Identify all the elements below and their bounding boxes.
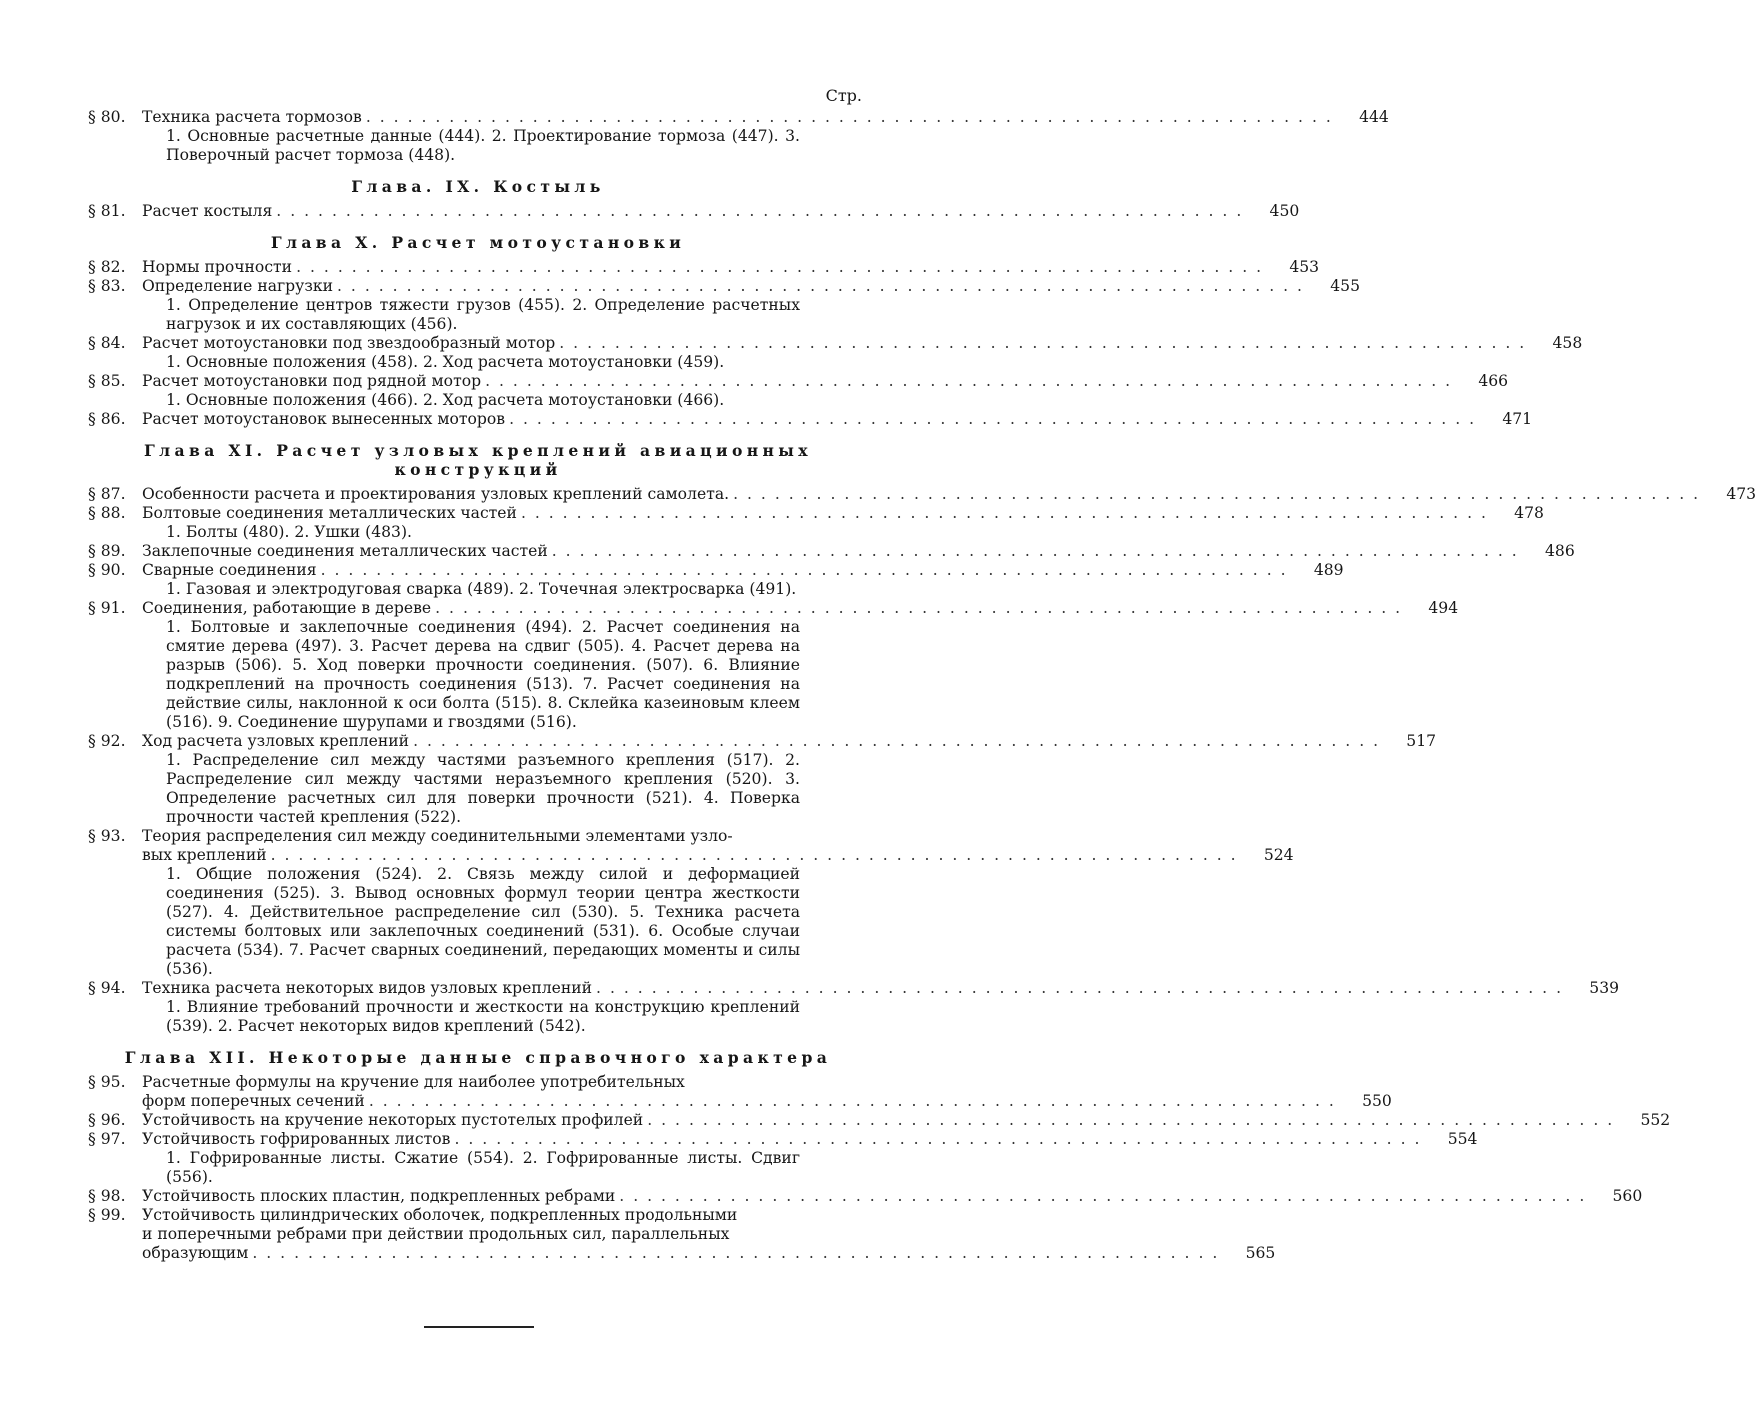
toc-entry: [88, 277, 1360, 334]
entry-title-text: Соединения, работающие в дереве: [142, 599, 432, 617]
subsection-list: 1. Основные положения (458). 2. Ход расчета мотоустановки (459).: [166, 353, 725, 371]
toc-body: [88, 108, 1756, 1263]
dot-leader: . . . . . . . . . . . . . . . . . . . . . . . . . . . . . . . . . . . . . . . . . . . . . . . . . . . . . . . . . . . . . . . . . . . . . .: [733, 485, 1701, 503]
section-number: § 83.: [88, 277, 126, 295]
section-number: § 89.: [88, 542, 126, 560]
entry-continuation-line: [88, 1244, 1276, 1263]
entry-title: [142, 1092, 1336, 1111]
entry-line: [88, 542, 1575, 561]
section-number: § 95.: [88, 1073, 126, 1091]
section-number: § 98.: [88, 1187, 126, 1205]
section-number: § 84.: [88, 334, 126, 352]
entry-line: [88, 732, 1437, 751]
entry-line: [88, 1187, 1643, 1206]
page-number: 458: [1552, 334, 1583, 352]
page-number: 486: [1545, 542, 1575, 560]
toc-entry: [88, 1187, 1643, 1206]
toc-entry: [88, 732, 1437, 827]
entry-title-text: Устойчивость гофрированных листов: [142, 1130, 451, 1148]
entry-line: [88, 258, 1320, 277]
page-number: 455: [1330, 277, 1360, 295]
toc-entry: [88, 1111, 1671, 1130]
entry-line: [88, 277, 1360, 296]
entry-title-text: Сварные соединения: [142, 561, 317, 579]
entry-line: [88, 1111, 1671, 1130]
subsection-list: 1. Общие положения (524). 2. Связь между силой и деформацией соединения (525). 3. Вывод основных формул теории центра жесткости (527). 4. Действительное распределение сил (530). 5. Техника расчета системы болтовых или заклепочных соединений (531). 6. Особые случаи расчета (534). 7. Расчет сварных соединений, передающих моменты и силы (536).: [166, 865, 800, 978]
toc-entry: [88, 599, 1459, 732]
toc-entry: [88, 410, 1533, 429]
chapter-heading: Глава X. Расчет мотоустановки: [270, 233, 686, 252]
toc-entry: [88, 485, 1756, 504]
section-number: § 91.: [88, 599, 126, 617]
subsection-list: 1. Болты (480). 2. Ушки (483).: [166, 523, 413, 541]
entry-title-text: Расчетные формулы на кручение для наиболее употребительных: [142, 1073, 685, 1091]
page-number: 494: [1428, 599, 1459, 617]
dot-leader: . . . . . . . . . . . . . . . . . . . . . . . . . . . . . . . . . . . . . . . . . . . . . . . . . . . . . . . . . . . . . . . . . . . . . .: [252, 1244, 1220, 1262]
entry-title: [142, 599, 1402, 618]
entry-title-text: форм поперечных сечений: [142, 1092, 365, 1110]
toc-entry: [88, 561, 1344, 599]
page-number: 478: [1514, 504, 1544, 522]
entry-line: [88, 1206, 868, 1225]
toc-entry: [88, 1206, 1276, 1263]
entry-title: [142, 1244, 1219, 1263]
dot-leader: . . . . . . . . . . . . . . . . . . . . . . . . . . . . . . . . . . . . . . . . . . . . . . . . . . . . . . . . . . . . . . . . . . . . . .: [520, 504, 1488, 522]
toc-entry: [88, 202, 1300, 221]
dot-leader: . . . . . . . . . . . . . . . . . . . . . . . . . . . . . . . . . . . . . . . . . . . . . . . . . . . . . . . . . . . . . . . . . . . . . .: [320, 561, 1288, 579]
entry-line: [88, 108, 1389, 127]
entry-continuation-line: [88, 1225, 868, 1244]
entry-title-text: Расчет мотоустановки под рядной мотор: [142, 372, 482, 390]
entry-line: [88, 372, 1509, 391]
subsection-list: 1. Газовая и электродуговая сварка (489). 2. Точечная электросварка (491).: [166, 580, 797, 598]
section-number: § 86.: [88, 410, 126, 428]
dot-leader: . . . . . . . . . . . . . . . . . . . . . . . . . . . . . . . . . . . . . . . . . . . . . . . . . . . . . . . . . . . . . . . . . . . . . .: [485, 372, 1453, 390]
toc-entry: [88, 258, 1320, 277]
entry-title: [142, 1073, 812, 1092]
page-number: 450: [1269, 202, 1300, 220]
page-number: 517: [1406, 732, 1437, 750]
entry-title: [142, 732, 1380, 751]
dot-leader: . . . . . . . . . . . . . . . . . . . . . . . . . . . . . . . . . . . . . . . . . . . . . . . . . . . . . . . . . . . . . . . . . . . . . .: [368, 1092, 1336, 1110]
section-number: § 96.: [88, 1111, 126, 1129]
page-number: 489: [1313, 561, 1344, 579]
entry-line: [88, 1130, 1478, 1149]
dot-leader: . . . . . . . . . . . . . . . . . . . . . . . . . . . . . . . . . . . . . . . . . . . . . . . . . . . . . . . . . . . . . . . . . . . . . .: [551, 542, 1519, 560]
subsection-list: 1. Гофрированные листы. Сжатие (554). 2. Гофрированные листы. Сдвиг (556).: [166, 1149, 800, 1186]
dot-leader: . . . . . . . . . . . . . . . . . . . . . . . . . . . . . . . . . . . . . . . . . . . . . . . . . . . . . . . . . . . . . . . . . . . . . .: [337, 277, 1304, 295]
section-number: § 93.: [88, 827, 126, 845]
entry-title: [142, 979, 1563, 998]
end-rule: [424, 1326, 534, 1328]
entry-line: [88, 504, 1544, 523]
dot-leader: . . . . . . . . . . . . . . . . . . . . . . . . . . . . . . . . . . . . . . . . . . . . . . . . . . . . . . . . . . . . . . . . . . . . . .: [559, 334, 1527, 352]
section-number: § 82.: [88, 258, 126, 276]
entry-title: [142, 1225, 812, 1244]
entry-title-text: Расчет костыля: [142, 202, 273, 220]
subsection-list: 1. Определение центров тяжести грузов (455). 2. Определение расчетных нагрузок и их составляющих (456).: [166, 296, 800, 333]
entry-line: [88, 979, 1620, 998]
toc-entry: [88, 334, 1583, 372]
section-number: § 80.: [88, 108, 126, 126]
section-number: § 94.: [88, 979, 126, 997]
dot-leader: . . . . . . . . . . . . . . . . . . . . . . . . . . . . . . . . . . . . . . . . . . . . . . . . . . . . . . . . . . . . . . . . . . . . . .: [619, 1187, 1587, 1205]
toc-entry: [88, 372, 1509, 410]
page-number: 466: [1478, 372, 1509, 390]
toc-entry: [88, 979, 1620, 1036]
entry-title: [142, 504, 1488, 523]
toc-entry: [88, 108, 1389, 165]
page-number: 473: [1726, 485, 1756, 503]
dot-leader: . . . . . . . . . . . . . . . . . . . . . . . . . . . . . . . . . . . . . . . . . . . . . . . . . . . . . . . . . . . . . . . . . . . . . .: [596, 979, 1564, 997]
toc-entry: [88, 1130, 1478, 1187]
toc-entry: [88, 542, 1575, 561]
entry-continuation-line: [88, 846, 1294, 865]
section-number: § 85.: [88, 372, 126, 390]
page-number: 554: [1447, 1130, 1478, 1148]
section-number: § 87.: [88, 485, 126, 503]
entry-title: [142, 277, 1304, 296]
dot-leader: . . . . . . . . . . . . . . . . . . . . . . . . . . . . . . . . . . . . . . . . . . . . . . . . . . . . . . . . . . . . . . . . . . . . . .: [276, 202, 1244, 220]
entry-title-text: Техника расчета некоторых видов узловых креплений: [142, 979, 593, 997]
entry-title: [142, 485, 1700, 504]
page-number: 444: [1359, 108, 1389, 126]
page-number: 471: [1502, 410, 1533, 428]
entry-title: [142, 542, 1519, 561]
entry-title: [142, 1187, 1586, 1206]
section-number: § 90.: [88, 561, 126, 579]
page-number: 524: [1263, 846, 1294, 864]
entry-title-text: Устойчивость плоских пластин, подкрепленных ребрами: [142, 1187, 616, 1205]
page-number: 539: [1589, 979, 1620, 997]
section-number: § 88.: [88, 504, 126, 522]
toc-entry: [88, 1073, 1392, 1111]
entry-title: [142, 410, 1476, 429]
page-header: [88, 84, 868, 108]
entry-title-text: и поперечными ребрами при действии продольных сил, параллельных: [142, 1225, 730, 1243]
page-number: 565: [1245, 1244, 1276, 1262]
entry-line: [88, 561, 1344, 580]
entry-line: [88, 334, 1583, 353]
section-number: § 92.: [88, 732, 126, 750]
page-number: 560: [1612, 1187, 1643, 1205]
subsection-list: 1. Влияние требований прочности и жесткости на конструкцию креплений (539). 2. Расчет некоторых видов креплений (542).: [166, 998, 800, 1035]
entry-title: [142, 827, 812, 846]
entry-title: [142, 1130, 1421, 1149]
chapter-heading: Глава. IX. Костыль: [351, 177, 605, 196]
toc-entry: [88, 504, 1544, 542]
entry-title: [142, 108, 1333, 127]
dot-leader: . . . . . . . . . . . . . . . . . . . . . . . . . . . . . . . . . . . . . . . . . . . . . . . . . . . . . . . . . . . . . . . . . . . . . .: [509, 410, 1477, 428]
entry-line: [88, 1073, 868, 1092]
dot-leader: . . . . . . . . . . . . . . . . . . . . . . . . . . . . . . . . . . . . . . . . . . . . . . . . . . . . . . . . . . . . . . . . . . . . . .: [647, 1111, 1615, 1129]
subsection-list: 1. Болтовые и заклепочные соединения (494). 2. Расчет соединения на смятие дерева (497). 3. Расчет дерева на сдвиг (505). 4. Расчет дерева на разрыв (506). 5. Ход поверки прочности соединения. (507). 6. Влияние подкреплений на прочность соединения (513). 7. Расчет соединения на действие силы, наклонной к оси болта (515). 8. Склейка казеиновым клеем (516). 9. Соединение шурупами и гвоздями (516).: [166, 618, 800, 731]
entry-title-text: Нормы прочности: [142, 258, 293, 276]
entry-title: [142, 202, 1243, 221]
subsection-list: 1. Основные положения (466). 2. Ход расчета мотоустановки (466).: [166, 391, 725, 409]
entry-title: [142, 1111, 1614, 1130]
entry-title-text: вых креплений: [142, 846, 267, 864]
chapter-heading: Глава XII. Некоторые данные справочного характера: [124, 1048, 832, 1067]
dot-leader: . . . . . . . . . . . . . . . . . . . . . . . . . . . . . . . . . . . . . . . . . . . . . . . . . . . . . . . . . . . . . . . . . . . . . .: [435, 599, 1403, 617]
chapter-heading: Глава XI. Расчет узловых креплений авиационных конструкций: [144, 441, 812, 479]
page-number: 453: [1289, 258, 1320, 276]
entry-title-text: Ход расчета узловых креплений: [142, 732, 410, 750]
entry-line: [88, 599, 1459, 618]
entry-line: [88, 410, 1533, 429]
section-number: § 99.: [88, 1206, 126, 1224]
entry-title-text: Определение нагрузки: [142, 277, 333, 295]
dot-leader: . . . . . . . . . . . . . . . . . . . . . . . . . . . . . . . . . . . . . . . . . . . . . . . . . . . . . . . . . . . . . . . . . . . . . .: [270, 846, 1238, 864]
entry-title-text: Заклепочные соединения металлических частей: [142, 542, 548, 560]
dot-leader: . . . . . . . . . . . . . . . . . . . . . . . . . . . . . . . . . . . . . . . . . . . . . . . . . . . . . . . . . . . . . . . . . . . . . .: [296, 258, 1264, 276]
entry-title-text: Устойчивость цилиндрических оболочек, подкрепленных продольными: [142, 1206, 738, 1224]
toc-page: [88, 84, 1756, 1263]
entry-title: [142, 372, 1452, 391]
page-column-label: Стр.: [825, 86, 862, 105]
entry-line: [88, 202, 1300, 221]
page-number: 550: [1362, 1092, 1392, 1110]
entry-continuation-line: [88, 1092, 1392, 1111]
entry-title-text: Расчет мотоустановок вынесенных моторов: [142, 410, 506, 428]
entry-title-text: Теория распределения сил между соединительными элементами узло-: [142, 827, 733, 845]
entry-title: [142, 334, 1526, 353]
entry-title-text: Болтовые соединения металлических частей: [142, 504, 517, 522]
dot-leader: . . . . . . . . . . . . . . . . . . . . . . . . . . . . . . . . . . . . . . . . . . . . . . . . . . . . . . . . . . . . . . . . . . . . . .: [454, 1130, 1422, 1148]
entry-line: [88, 827, 868, 846]
entry-title: [142, 258, 1263, 277]
section-number: § 81.: [88, 202, 126, 220]
entry-title-text: Особенности расчета и проектирования узловых креплений самолета.: [142, 485, 730, 503]
entry-title-text: Техника расчета тормозов: [142, 108, 362, 126]
subsection-list: 1. Основные расчетные данные (444). 2. Проектирование тормоза (447). 3. Поверочный расчет тормоза (448).: [166, 127, 800, 164]
entry-title-text: Устойчивость на кручение некоторых пустотелых профилей: [142, 1111, 644, 1129]
entry-line: [88, 485, 1756, 504]
subsection-list: 1. Распределение сил между частями разъемного крепления (517). 2. Распределение сил между частями неразъемного крепления (520). 3. Определение расчетных сил для поверки прочности (521). 4. Поверка прочности частей крепления (522).: [166, 751, 800, 826]
dot-leader: . . . . . . . . . . . . . . . . . . . . . . . . . . . . . . . . . . . . . . . . . . . . . . . . . . . . . . . . . . . . . . . . . . . . . .: [413, 732, 1381, 750]
entry-title-text: Расчет мотоустановки под звездообразный мотор: [142, 334, 556, 352]
page-number: 552: [1640, 1111, 1671, 1129]
entry-title: [142, 1206, 812, 1225]
entry-title: [142, 561, 1288, 580]
entry-title-text: образующим: [142, 1244, 249, 1262]
entry-title: [142, 846, 1238, 865]
toc-entry: [88, 827, 1294, 979]
dot-leader: . . . . . . . . . . . . . . . . . . . . . . . . . . . . . . . . . . . . . . . . . . . . . . . . . . . . . . . . . . . . . . . . . . . . . .: [365, 108, 1333, 126]
section-number: § 97.: [88, 1130, 126, 1148]
